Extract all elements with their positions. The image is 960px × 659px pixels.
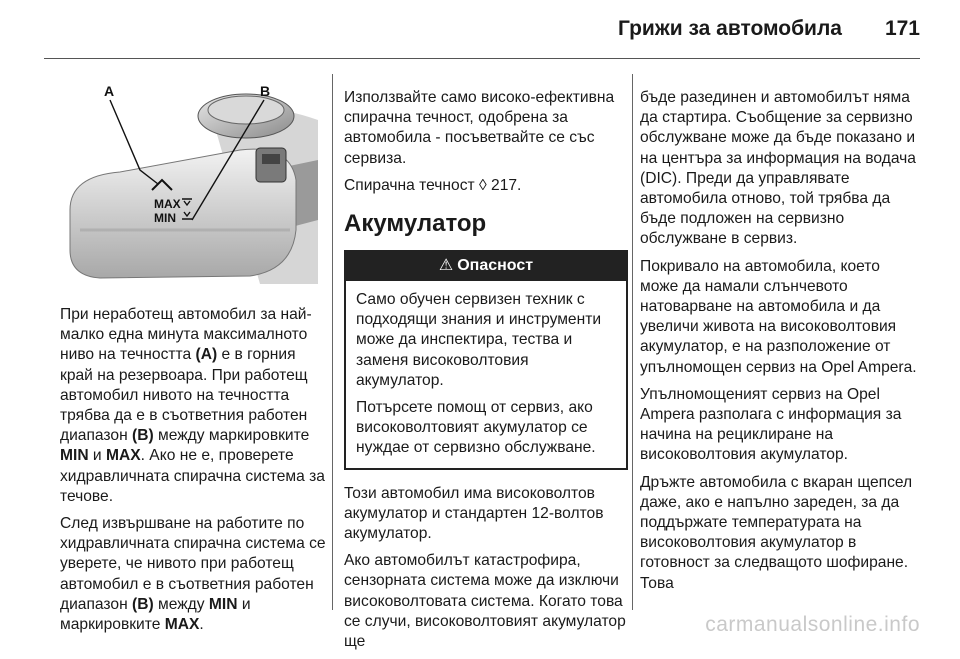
paragraph-recycling: Упълномощеният сервиз на Opel Ampera разполага с информация за начина на рециклиране на високоволтовия акумулатор. (640, 385, 902, 464)
text-column-1 (60, 305, 326, 642)
page-number: 171 (884, 17, 920, 40)
figure-label-a: A (104, 83, 115, 99)
paragraph-battery-types: Този автомобил има високоволтов акумулатор и стандартен 12-волтов акумулатор. (344, 484, 604, 543)
paragraph-after-service: След извършване на работите по хидравличната спирачна система се уверете, че нивото при работещ автомобил е в съответния работен диапазон (B) между MIN и маркировките MAX. (60, 515, 326, 634)
brake-fluid-reservoir-figure (60, 80, 318, 284)
paragraph-disconnected: бъде разединен и автомобилът няма да стартира. Съобщение за сервизно обслужване може да бъде показано и на центъра за информация на водача (DIC). Преди да управлявате автомобила отново, той трябва да бъде подложен на сервизно обслужване в сервиз. (640, 89, 916, 248)
page-ref-link[interactable]: 217. (486, 176, 522, 194)
min-mark: MIN (154, 211, 176, 225)
paragraph-crash: Ако автомобилът катастрофира, сензорната система може да изключи високоволтовата система. Когато това се случи, високоволтовият акумулатор ще (344, 552, 626, 651)
text-column-3 (640, 88, 922, 601)
header-divider (44, 58, 920, 59)
column-divider-1 (332, 74, 333, 610)
paragraph-vehicle-cover: Покривало на автомобила, което може да намали слънчевото натоварване на автомобила и да увеличи живота на високоволтовия акумулатор, е на разположение от упълномощен сервиз на Opel Ampera. (640, 257, 917, 376)
watermark: carmanualsonline.info (705, 613, 920, 636)
page-title: Грижи за автомобила (617, 17, 842, 40)
warning-header (346, 252, 626, 281)
paragraph-brake-fluid-ref: Спирачна течност ◊ 217. (344, 176, 522, 194)
text-column-2 (344, 88, 628, 659)
paragraph-keep-plugged: Дръжте автомобила с вкаран щепсел даже, ако е напълно зареден, за да поддържате температурата на високоволтовия акумулатор в готовност за следващото шофиране. Това (640, 473, 913, 592)
column-divider-2 (632, 74, 633, 610)
figure-label-b: B (260, 83, 271, 99)
reservoir-illustration (60, 80, 318, 284)
page-ref-arrow-icon: ◊ (478, 176, 487, 194)
sensor-connector (256, 148, 286, 182)
paragraph-fluid-level: При неработещ автомобил за най-малко една минута максималното ниво на течността (A) е в горния край на резервоара. При работещ автомобил нивото на течността трябва да е в съответния работен диапазон (B) между маркировките MIN и MAX. Ако не е, проверете хидравличната спирачна система за течове. (60, 306, 325, 505)
warning-body: Само обучен сервизен техник с подходящи знания и инструменти може да инспектира, тества и заменя високоволтовия акумулатор. Потърсете помощ от сервиз, ако високоволтовият акумулатор се нуждае от сервизно обслужване. (356, 291, 602, 457)
danger-warning-box (344, 250, 628, 470)
section-heading-battery: Акумулатор (344, 210, 487, 238)
warning-title: Опасност (457, 257, 534, 275)
warning-triangle-icon: ⚠ (438, 257, 454, 275)
max-mark: MAX (154, 197, 181, 211)
paragraph-use-fluid: Използвайте само високо-ефективна спирачна течност, одобрена за автомобила - посъветвайте се със сервиза. (344, 89, 615, 167)
